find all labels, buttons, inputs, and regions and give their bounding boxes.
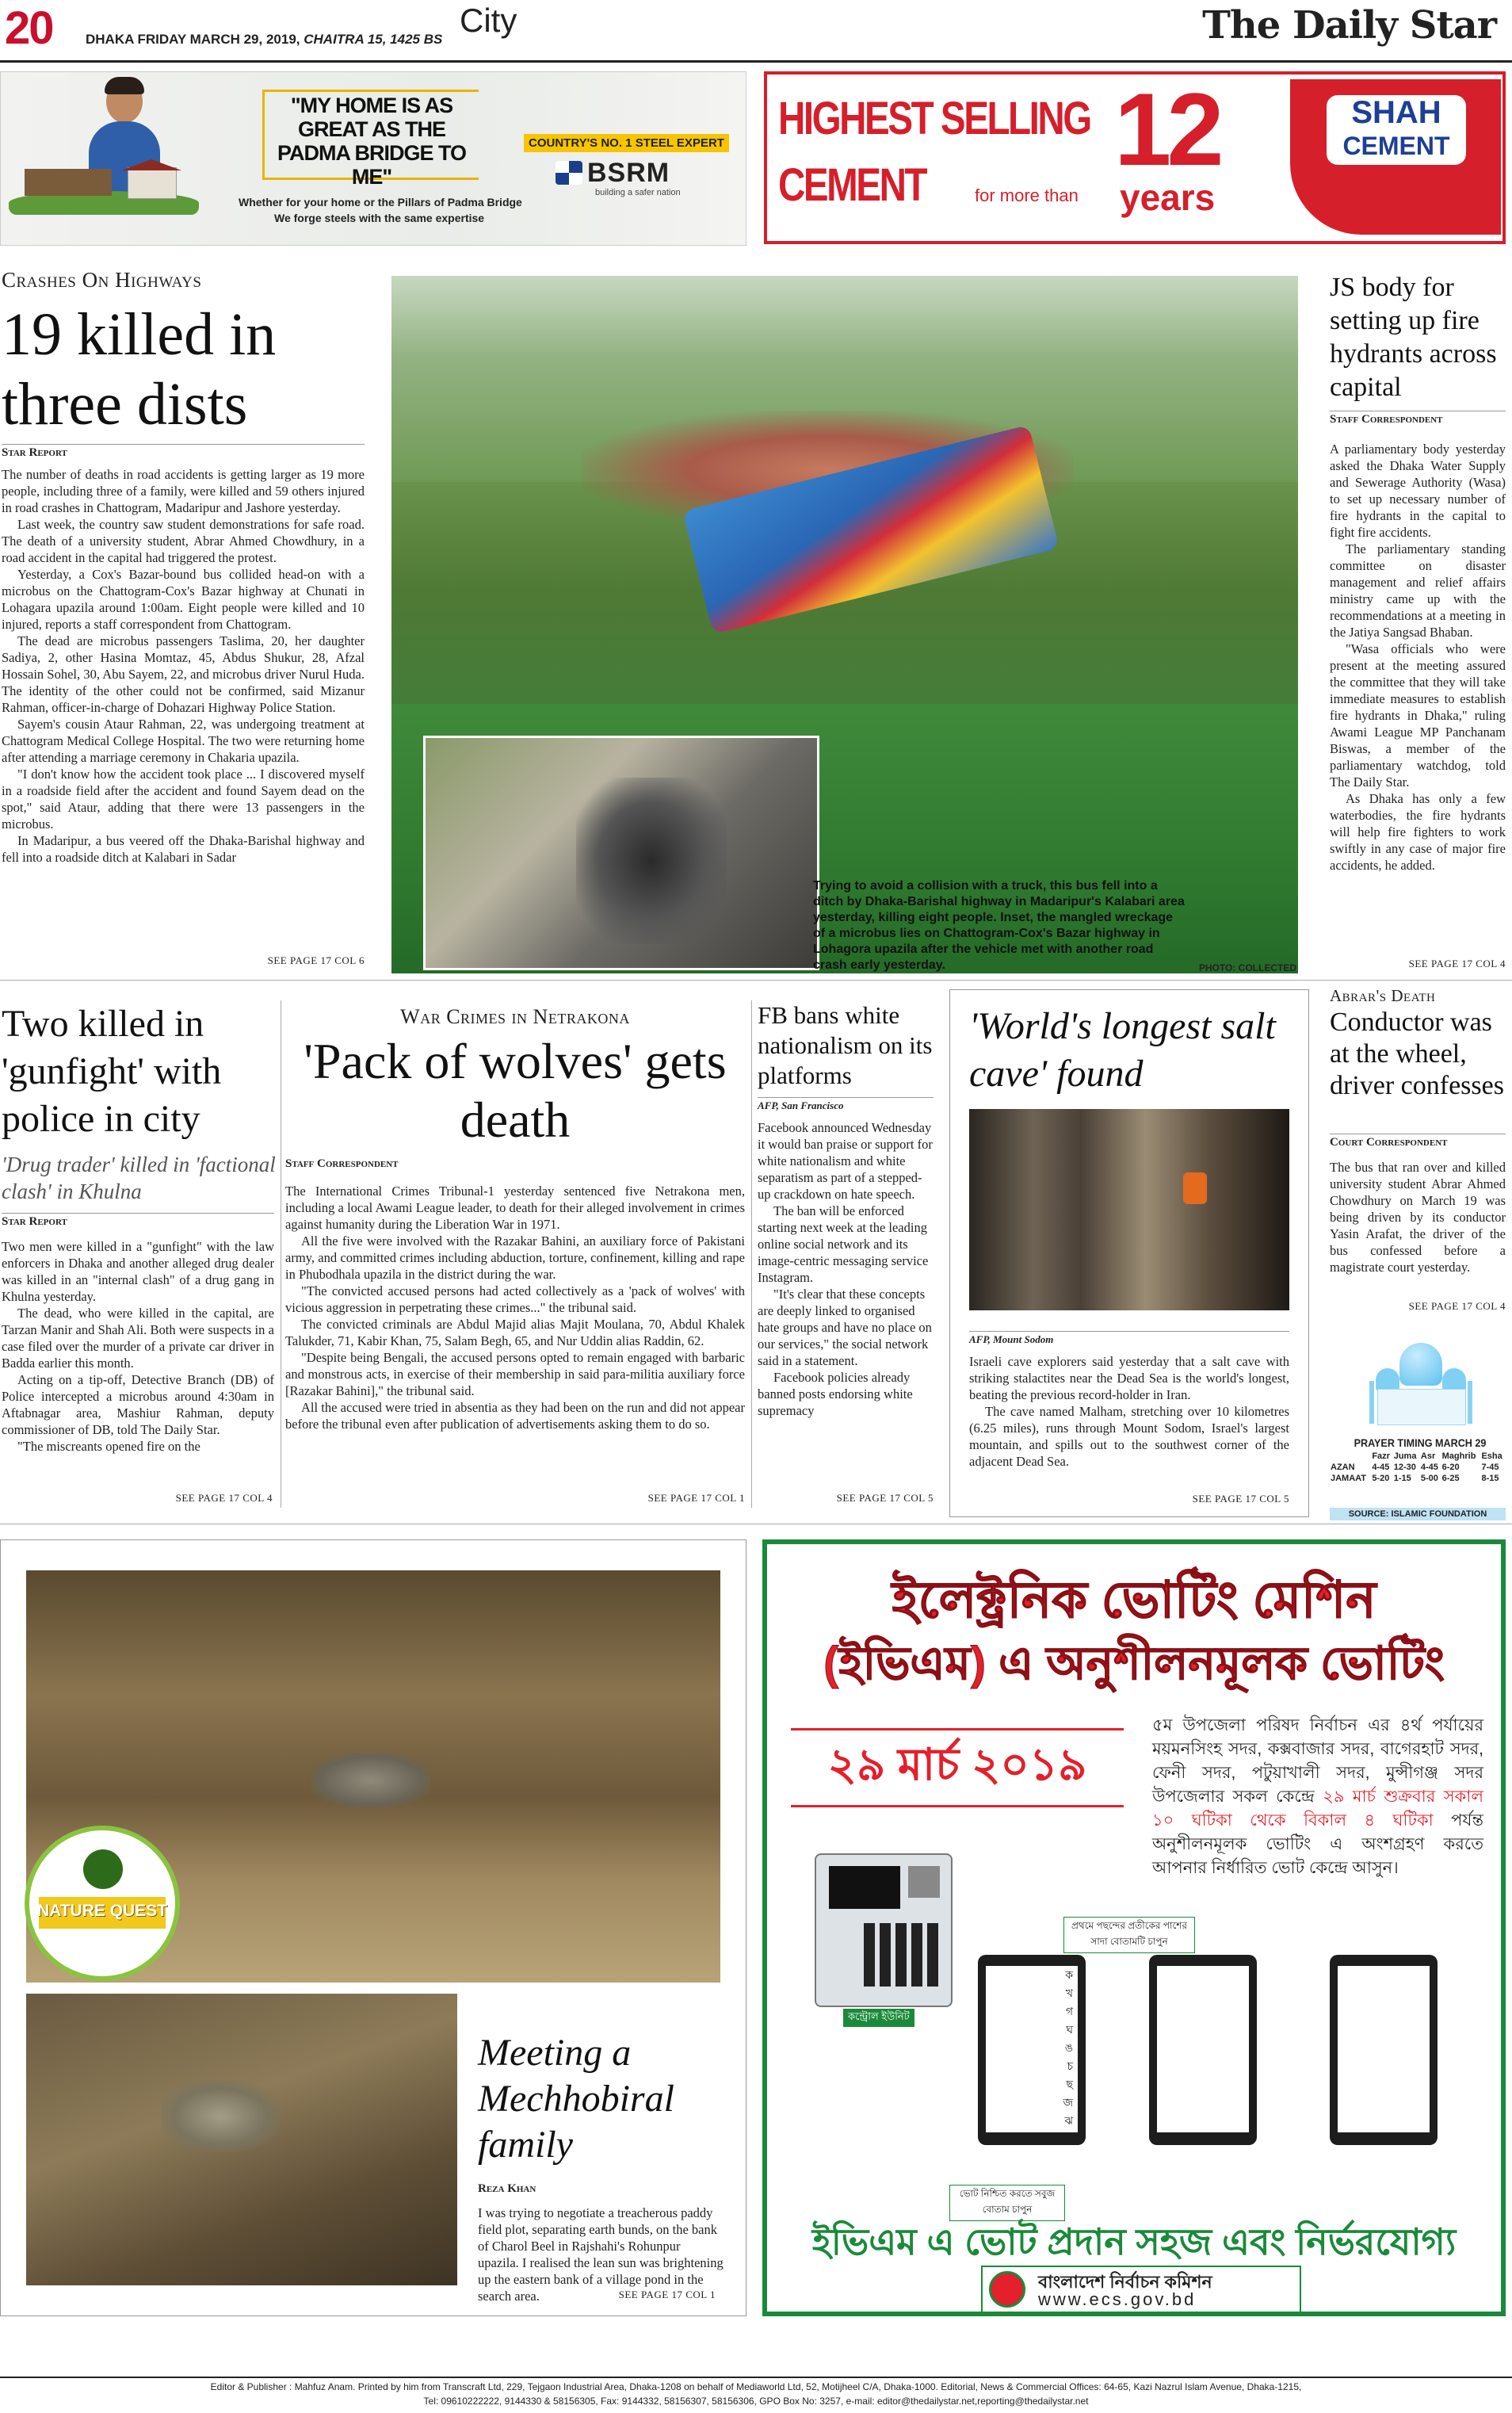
fb-story	[758, 1000, 934, 1508]
lead-byline: Star Report	[2, 444, 365, 460]
ec-body-1: ৫ম উপজেলা পরিষদ নির্বাচন এর ৪র্থ পর্যায়ের ময়মনসিংহ সদর, কক্সবাজার সদর, বাগেরহাট সদর, ফেনী সদর, পটুয়াখালী সদর, মুন্সীগঞ্জ সদর উপজেলার সকল কেন্দ্রে	[1152, 1716, 1483, 1806]
caver-figure	[1183, 1172, 1207, 1204]
wolves-para-6: All the accused were tried in absentia as they had been on the run and did not appear before the tribunal even after publication of advertisements asking them to do so.	[285, 1400, 745, 1432]
conductor-headline: Conductor was at the wheel, driver confesses	[1330, 1008, 1504, 1100]
ec-url[interactable]: www.ecs.gov.bd	[1038, 2289, 1197, 2309]
ballot-letter-nga: ঙ	[1064, 2041, 1073, 2054]
fb-headline: FB bans white nationalism on its platforms	[758, 1001, 933, 1089]
conductor-body	[1330, 1159, 1506, 1275]
cave-headline: 'World's longest salt cave' found	[969, 1005, 1276, 1095]
prayer-header-row	[1330, 1451, 1506, 1462]
cave-para-1: Israeli cave explorers said yesterday that a salt cave with striking stalactites near the Dead Sea is the world's longest, beating the previous record-holder in Iran.	[969, 1354, 1289, 1402]
evm-ballot-unit-3	[1330, 1955, 1438, 2145]
wolves-para-1: The International Crimes Tribunal-1 yesterday sentenced five Netrakona men, including a local Awami League leader, to death for their alleged involvement in crimes against humanity during the Liberation War in 1971.	[285, 1184, 745, 1232]
wolves-body	[285, 1183, 745, 1432]
section-name: City	[460, 2, 517, 39]
prayer-header-esha: Esha	[1481, 1451, 1502, 1461]
fishing-cat-kitten-photo	[26, 1994, 457, 2285]
conductor-see-page[interactable]: SEE PAGE 17 COL 4	[1408, 1300, 1506, 1312]
nature-headline: Meeting a Mechhobiral family	[478, 2032, 674, 2166]
ad-election-commission[interactable]	[762, 1539, 1506, 2316]
lead-para-7: In Madaripur, a bus veered off the Dhaka-Barishal highway and fell into a roadside ditch at Kalabari in Sadar	[2, 833, 365, 865]
evm-ballot-unit-2	[1149, 1955, 1257, 2145]
wolves-kicker: War Crimes in Netrakona	[400, 1005, 630, 1028]
js-para-1: A parliamentary body yesterday asked the Dhaka Water Supply and Sewerage Authority (Wasa) to set up necessary number of fire hydrants in the capital to fight fire accidents.	[1330, 442, 1506, 540]
cave-body	[969, 1353, 1289, 1470]
prayer-jamaat-label: JAMAAT	[1331, 1474, 1367, 1483]
js-body	[1330, 441, 1506, 874]
conductor-byline: Court Correspondent	[1330, 1134, 1506, 1149]
fb-para-2: The ban will be enforced starting next week at the leading online social network and its image-centric messaging service Instagram.	[758, 1203, 929, 1285]
wolves-story	[285, 1000, 745, 1508]
lead-para-1: The number of deaths in road accidents is getting larger as 19 more people, including three of a family, were killed and 59 others injured in road crashes in Chattogram, Madaripur and Jashore yesterday.	[2, 467, 365, 515]
wolves-para-3: "The convicted accused persons had acted collectively as a 'pack of wolves' with vicious aggression in perpetrating these crimes..." the tribunal said.	[285, 1283, 745, 1315]
footer-rule	[0, 2377, 1512, 2378]
ad-shah-brand2: CEMENT	[1342, 132, 1450, 160]
lead-caption-text: Trying to avoid a collision with a truck, this bus fell into a ditch by Dhaka-Barishal highway in Madaripur's Kalabari area yesterday, killing eight people. Inset, the mangled wreckage of a microbus lies on Chattogram-Cox's Bazar highway in Lohagora upazila after the vehicle met with another road crash early yesterday.	[813, 879, 1185, 972]
js-para-3: "Wasa officials who were present at the meeting assured the committee that they will take immediate measures to establish fire hydrants in Dhaka," ruling Awami League MP Panchanam Biswas, a member of the parliamentary watchdog, told The Daily Star.	[1330, 641, 1506, 790]
gunfight-para-3: Acting on a tip-off, Detective Branch (DB) of Police intercepted a microbus around 4:30am in Aftabnagar area, Mashiur Rahman, deputy commissioner of DB, told The Daily Star.	[2, 1372, 274, 1437]
ballot-letter-ka: ক	[1065, 1968, 1073, 1981]
prayer-title: PRAYER TIMING MARCH 29	[1354, 1436, 1487, 1449]
prayer-azan-label: AZAN	[1331, 1463, 1355, 1472]
prayer-jamaat-juma: 1-15	[1393, 1474, 1411, 1483]
prayer-table	[1330, 1451, 1506, 1484]
ad-shah-years: years	[1120, 177, 1216, 218]
prayer-azan-juma: 12-30	[1393, 1463, 1416, 1472]
lead-story	[0, 268, 366, 973]
prayer-timing	[1330, 1325, 1506, 1522]
ad-shah-number: 12	[1114, 71, 1220, 187]
ad-shah-logo	[1290, 79, 1501, 235]
ad-bsrm-brand: BSRM	[556, 158, 670, 189]
gunfight-subhead: 'Drug trader' killed in 'factional clash' in Khulna	[2, 1153, 276, 1203]
ec-org: বাংলাদেশ নির্বাচন কমিশন	[1038, 2272, 1212, 2292]
prayer-jamaat-asr: 5-00	[1420, 1474, 1438, 1483]
fb-para-3: "It's clear that these concepts are deeply linked to organised hate groups and have no place on our services," the social network said in a statement.	[758, 1287, 932, 1368]
prayer-azan-fazr: 4-45	[1372, 1463, 1390, 1472]
prayer-azan-maghrib: 6-20	[1441, 1463, 1460, 1472]
divider-row1	[0, 980, 1512, 981]
js-see-page[interactable]: SEE PAGE 17 COL 4	[1408, 958, 1506, 969]
fb-para-1: Facebook announced Wednesday it would ban praise or support for white nationalism and white separatism as part of a stepped-up crackdown on hate speech.	[758, 1120, 933, 1202]
logo: The Daily Star	[1202, 3, 1496, 48]
ec-body-2: পর্যন্ত অনুশীলনমূলক ভোটিং এ অংশগ্রহণ করতে আপনার নির্ধারিত ভোট কেন্দ্রে আসুন।	[1152, 1811, 1483, 1877]
microbus-wreck-inset-photo	[423, 736, 819, 970]
mosque-icon	[1369, 1325, 1472, 1424]
nature-quest-label: NATURE QUEST	[36, 1902, 168, 1920]
gunfight-body	[2, 1238, 274, 1455]
prayer-jamaat-maghrib: 6-25	[1441, 1474, 1460, 1483]
ec-slogan: ইভিএম এ ভোট প্রদান সহজ এবং নির্ভরযোগ্য	[811, 2221, 1457, 2262]
ballot-letter-gha: ঘ	[1066, 2023, 1073, 2036]
ballot-letter-jha: ঝ	[1064, 2114, 1073, 2127]
cave-byline: AFP, Mount Sodom	[969, 1331, 1289, 1346]
cave-story	[949, 989, 1309, 1517]
ec-callout-top: প্রথমে পছন্দের প্রতীকের পাশের সাদা বোতামটি চাপুন	[1063, 1917, 1195, 1953]
wolves-para-5: "Despite being Bengali, the accused persons opted to remain engaged with barbaric and monstrous acts, in exercise of their membership in said para-militia auxiliary force [Razakar Bahini]," the tribunal said.	[285, 1350, 745, 1398]
lead-para-6: "I don't know how the accident took place ... I discovered myself in a roadside field after the accident and found Sayem dead on the spot," said Ataur, adding that there were 13 passengers in the microbus.	[2, 767, 365, 832]
ec-title2: (ইভিএম) এ অনুশীলনমূলক ভোটিং	[823, 1638, 1445, 1689]
ec-date: ২৯ মার্চ ২০১৯	[791, 1728, 1124, 1807]
fb-see-page[interactable]: SEE PAGE 17 COL 5	[836, 1492, 934, 1504]
js-para-2: The parliamentary standing committee on disaster management and relief affairs ministry came up with the recommendations at a meeting in the Jatiya Sangsad Bhaban.	[1330, 541, 1506, 640]
masthead-rule	[0, 60, 1512, 63]
lead-para-4: The dead are microbus passengers Taslima, 20, her daughter Sadiya, 2, other Hasina Momtaz, 45, Abdus Shukur, 28, Afzal Hossain Sohel, 30, Abu Sayem, 22, and microbus driver Nurul Huda. The identity of the other could not be confirmed, said Mizanur Rahman, officer-in-charge of Dohazari Highway Police Station.	[2, 633, 365, 715]
js-headline: JS body for setting up fire hydrants across capital	[1330, 273, 1497, 402]
ec-seal-icon	[989, 2271, 1025, 2308]
nature-quest-badge	[25, 1826, 180, 1981]
fb-para-4: Facebook policies already banned posts endorsing white supremacy	[758, 1370, 913, 1418]
ec-callout-bottom: ভোট নিশ্চিত করতে সবুজ বোতাম চাপুন	[949, 2185, 1065, 2221]
conductor-story	[1330, 986, 1506, 1319]
gunfight-byline: Star Report	[2, 1213, 274, 1229]
prayer-source: SOURCE: ISLAMIC FOUNDATION	[1330, 1508, 1506, 1520]
ad-house-graphic	[9, 159, 199, 215]
gunfight-story	[0, 1000, 276, 1508]
ballot-letter-kha: খ	[1065, 1987, 1073, 1999]
fb-body	[758, 1119, 934, 1419]
lead-kicker: Crashes On Highways	[2, 268, 202, 292]
dateline: DHAKA FRIDAY MARCH 29, 2019, CHAITRA 15, 1425 BS	[86, 32, 443, 47]
masthead	[0, 0, 1512, 62]
prayer-jamaat-esha: 8-15	[1481, 1474, 1499, 1483]
prayer-header-asr: Asr	[1420, 1451, 1436, 1461]
conductor-para-1: The bus that ran over and killed university student Abrar Ahmed Chowdhury on March 19 was being driven by its conductor Yasin Arafat, the driver of the bus confessed before a magistrate court yesterday.	[1330, 1160, 1506, 1275]
lead-para-5: Sayem's cousin Ataur Rahman, 22, was undergoing treatment at Chattogram Medical College Hospital. The two were returning home after attending a marriage ceremony in Chakaria upazila.	[2, 717, 365, 765]
fb-byline: AFP, San Francisco	[758, 1097, 934, 1112]
nature-see-page[interactable]: SEE PAGE 17 COL 1	[618, 2289, 716, 2300]
page-number: 20	[5, 2, 53, 54]
imprint-line-1: Editor & Publisher : Mahfuz Anam. Printed by him from Transcraft Ltd, 229, Tejgaon Industrial Area, Dhaka-1208 on behalf of Mediaworld Ltd, 52, Motijheel C/A, Dhaka-1000. Editorial, News & Commercial Offices: 64-65, Kazi Nazrul Islam Avenue, Dhaka-1215,	[210, 2381, 1302, 2392]
lead-para-3: Yesterday, a Cox's Bazar-bound bus collided head-on with a microbus on the Chattogram-Cox's Bazar highway at Chunati in Lohagara upazila around 1:00am. Eight people were killed and 10 injured, reports a staff correspondent from Chattogram.	[2, 567, 365, 632]
wolves-see-page[interactable]: SEE PAGE 17 COL 1	[647, 1492, 745, 1504]
evm-ballot-unit-1	[978, 1955, 1086, 2145]
ec-footer-box	[981, 2266, 1301, 2315]
gunfight-para-4: "The miscreants opened fire on the	[17, 1439, 200, 1454]
prayer-azan-asr: 4-45	[1420, 1463, 1438, 1472]
ec-body	[1152, 1714, 1483, 1880]
prayer-header-fazr: Fazr	[1372, 1451, 1390, 1461]
ad-bsrm-headline-box	[262, 90, 479, 189]
wolves-headline: 'Pack of wolves' gets death	[304, 1033, 727, 1148]
ballot-letter-ga: গ	[1065, 2005, 1073, 2017]
js-byline: Staff Correspondent	[1330, 411, 1506, 426]
ad-bsrm-badge: COUNTRY'S NO. 1 STEEL EXPERT	[524, 134, 729, 152]
wolves-para-4: The convicted criminals are Abdul Majid alias Majit Moulana, 70, Abdul Khalek Talukder, 71, Kabir Khan, 75, Salam Begh, 65, and Nur Uddin alias Raddin, 62.	[285, 1317, 745, 1348]
ballot-letter-cha: ছ	[1066, 2078, 1073, 2090]
lead-photo-caption	[813, 878, 1296, 973]
bsrm-logo-icon	[556, 161, 582, 185]
ad-shah-cement[interactable]	[764, 71, 1506, 244]
lead-body	[2, 466, 365, 866]
js-story	[1330, 271, 1506, 973]
prayer-azan-esha: 7-45	[1481, 1463, 1499, 1472]
ec-control-unit-label: কন্ট্রোল ইউনিট	[843, 2009, 914, 2027]
lead-para-2: Last week, the country saw student demonstrations for safe road. The death of a university student, Abrar Ahmed Chowdhury, in a road accident in the capital had triggered the protest.	[2, 517, 365, 565]
nature-quest-box	[0, 1539, 746, 2316]
js-para-4: As Dhaka has only a few waterbodies, the fire hydrants will help fire fighters to work swiftly in any case of major fire accidents, he added.	[1330, 791, 1506, 873]
gunfight-para-2: The dead, who were killed in the capital, are Tarzan Manir and Shah Ali. Both were suspects in a case filed over the murder of a private car driver in Badda earlier this month.	[2, 1306, 274, 1371]
nature-para-1: I was trying to negotiate a treacherous paddy field plot, separating earth bunds, on the bank of Charol Beel in Rajshahi's Rohunpur upazila. I realised the lean sun was brightening up the eastern bank of a village pond in the search area.	[478, 2205, 724, 2304]
ec-body-highlight: ২৯ মার্চ শুক্রবার সকাল ১০ ঘটিকা থেকে বিকাল ৪ ঘটিকা	[1152, 1788, 1483, 1830]
imprint-line-2: Tel: 09610222222, 9144330 & 58156305, Fax: 9144332, 58156307, 58156306, GPO Box No: 3257, e-mail: editor@thedailystar.net,reporting@thedailystar.net	[423, 2396, 1089, 2407]
wolves-para-2: All the five were involved with the Razakar Bahini, an auxiliary force of Pakistani army, and committed crimes including abduction, torture, confinement, killing and rape in Phubodhala upazila in the district during the war.	[285, 1233, 745, 1282]
lead-photo-credit: PHOTO: COLLECTED	[1198, 962, 1296, 973]
ballot-letter-ja: জ	[1063, 2096, 1073, 2109]
cave-see-page[interactable]: SEE PAGE 17 COL 5	[1192, 1493, 1289, 1505]
lead-headline: 19 killed in three dists	[2, 301, 277, 438]
prayer-jamaat-fazr: 5-20	[1372, 1474, 1390, 1483]
ad-bsrm-headline: "MY HOME IS AS GREAT AS THE PADMA BRIDGE TO ME"	[277, 94, 466, 189]
ad-shah-line2: CEMENT	[778, 159, 926, 211]
ad-bsrm-brand-tagline: building a safer nation	[595, 188, 681, 197]
conductor-kicker: Abrar's Death	[1330, 986, 1436, 1005]
evm-control-unit	[815, 1853, 953, 2007]
ballot-letter-ca: চ	[1067, 2059, 1073, 2072]
nature-byline: Reza Khan	[478, 2182, 536, 2195]
ad-bsrm[interactable]	[0, 71, 746, 246]
prayer-header-maghrib: Maghrib	[1441, 1451, 1476, 1461]
ad-bsrm-line1: Whether for your home or the Pillars of Padma Bridge	[239, 196, 522, 208]
ad-shah-line1: HIGHEST SELLING	[778, 93, 1090, 144]
lead-see-page[interactable]: SEE PAGE 17 COL 6	[267, 954, 365, 966]
divider-col-b	[751, 1000, 752, 1508]
salt-cave-photo	[969, 1109, 1289, 1310]
ad-shah-for-more-than: for more than	[975, 185, 1079, 205]
wolves-byline: Staff Correspondent	[285, 1157, 399, 1170]
gunfight-para-1: Two men were killed in a "gunfight" with the law enforcers in Dhaka and another alleged drug dealer was killed in an "internal clash" of a drug gang in Khulna yesterday.	[2, 1239, 274, 1304]
prayer-header-juma: Juma	[1393, 1451, 1417, 1461]
tree-icon	[83, 1849, 123, 1889]
prayer-azan-row	[1330, 1462, 1506, 1473]
ad-shah-brand1: SHAH	[1351, 95, 1441, 130]
ad-bsrm-line2: We forge steels with the same expertise	[274, 212, 485, 224]
prayer-jamaat-row	[1330, 1473, 1506, 1484]
gunfight-see-page[interactable]: SEE PAGE 17 COL 4	[175, 1492, 273, 1504]
ec-title1: ইলেক্ট্রনিক ভোটিং মেশিন	[892, 1571, 1376, 1628]
gunfight-headline: Two killed in 'gunfight' with police in city	[2, 1003, 222, 1140]
cave-para-2: The cave named Malham, stretching over 10 kilometres (6.25 miles), runs through Mount Sodom, Israel's largest mountain, and spills out to the southwest corner of the adjacent Dead Sea.	[969, 1404, 1289, 1469]
